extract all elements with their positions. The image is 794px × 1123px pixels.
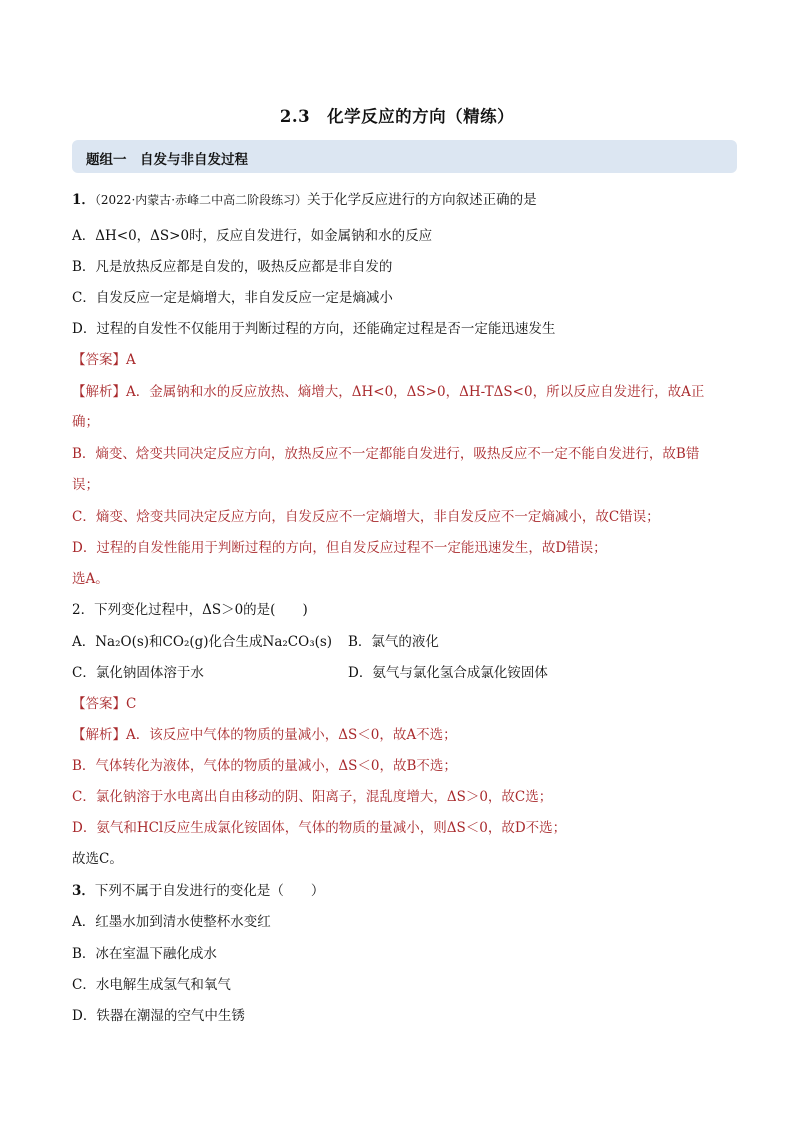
conclusion: 故选C。: [72, 851, 123, 867]
option-a: A．红墨水加到清水使整杯水变红: [72, 914, 271, 930]
option-c: C．水电解生成氢气和氧气: [72, 977, 231, 993]
question-text: 关于化学反应进行的方向叙述正确的是: [307, 192, 537, 208]
question-text: 下列变化过程中，ΔS＞0的是( ): [94, 602, 308, 618]
question-source: （2022·内蒙古·赤峰二中高二阶段练习）: [94, 193, 308, 207]
analysis-line: D．过程的自发性能用于判断过程的方向，但自发反应过程不一定能迅速发生，故D错误；: [72, 540, 607, 556]
option-a: A．Na₂O(s)和CO₂(g)化合生成Na₂CO₃(s): [72, 634, 333, 650]
option-d: D．铁器在潮湿的空气中生锈: [72, 1008, 245, 1024]
question-number: 2．: [72, 602, 95, 618]
question-number: 3．: [72, 883, 95, 899]
answer-tag: 【答案】: [72, 352, 126, 368]
option-c: C．氯化钠固体溶于水: [72, 665, 204, 681]
analysis-line: D．氨气和HCl反应生成氯化铵固体，气体的物质的量减小，则ΔS＜0，故D不选；: [72, 820, 567, 836]
analysis-line: 确；: [72, 414, 99, 430]
option-d: D．过程的自发性不仅能用于判断过程的方向，还能确定过程是否一定能迅速发生: [72, 321, 556, 337]
analysis-line: C．氯化钠溶于水电离出自由移动的阴、阳离子，混乱度增大，ΔS＞0，故C选；: [72, 789, 553, 805]
option-d: D．氨气与氯化氢合成氯化铵固体: [348, 665, 548, 681]
analysis-tag: 【解析】: [72, 727, 126, 743]
analysis-line: [72, 383, 704, 401]
analysis-line: B．气体转化为液体，气体的物质的量减小，ΔS＜0，故B不选；: [72, 758, 457, 774]
option-c: C．自发反应一定是熵增大，非自发反应一定是熵减小: [72, 290, 393, 306]
question-text: 下列不属于自发进行的变化是（ ）: [94, 883, 325, 899]
group-label: 题组一 自发与非自发过程: [86, 152, 248, 168]
question-number: 1．: [72, 192, 95, 208]
question-3-stem: [72, 882, 324, 900]
analysis-line: C．熵变、焓变共同决定反应方向，自发反应不一定熵增大，非自发反应不一定熵减小，故C错误；: [72, 509, 660, 525]
option-b: B．冰在室温下融化成水: [72, 946, 217, 962]
analysis-text: A．该反应中气体的物质的量减小，ΔS＜0，故A不选；: [126, 727, 457, 743]
analysis-line: 误；: [72, 477, 99, 493]
answer-line: [72, 695, 136, 713]
option-b: B．氯气的液化: [348, 634, 439, 650]
analysis-tag: 【解析】: [72, 384, 126, 400]
page-title: 2.3 化学反应的方向（精练）: [279, 107, 515, 126]
analysis-line: [72, 726, 457, 744]
analysis-line: B．熵变、焓变共同决定反应方向，放热反应不一定都能自发进行，吸热反应不一定不能自发进行，故B错: [72, 446, 700, 462]
conclusion: 选A。: [72, 571, 109, 587]
analysis-text: A．金属钠和水的反应放热、熵增大，ΔH<0，ΔS>0，ΔH-TΔS<0，所以反应自发进行，故A正: [126, 384, 705, 400]
option-a: A．ΔH<0，ΔS>0时，反应自发进行，如金属钠和水的反应: [72, 228, 433, 244]
question-2-stem: [72, 601, 308, 619]
answer-value: A: [126, 352, 136, 368]
option-b: B．凡是放热反应都是自发的，吸热反应都是非自发的: [72, 259, 393, 275]
question-group-header: [72, 140, 737, 173]
answer-tag: 【答案】: [72, 696, 126, 712]
question-1-stem: [72, 191, 537, 209]
answer-line: [72, 351, 136, 369]
answer-value: C: [126, 696, 137, 712]
